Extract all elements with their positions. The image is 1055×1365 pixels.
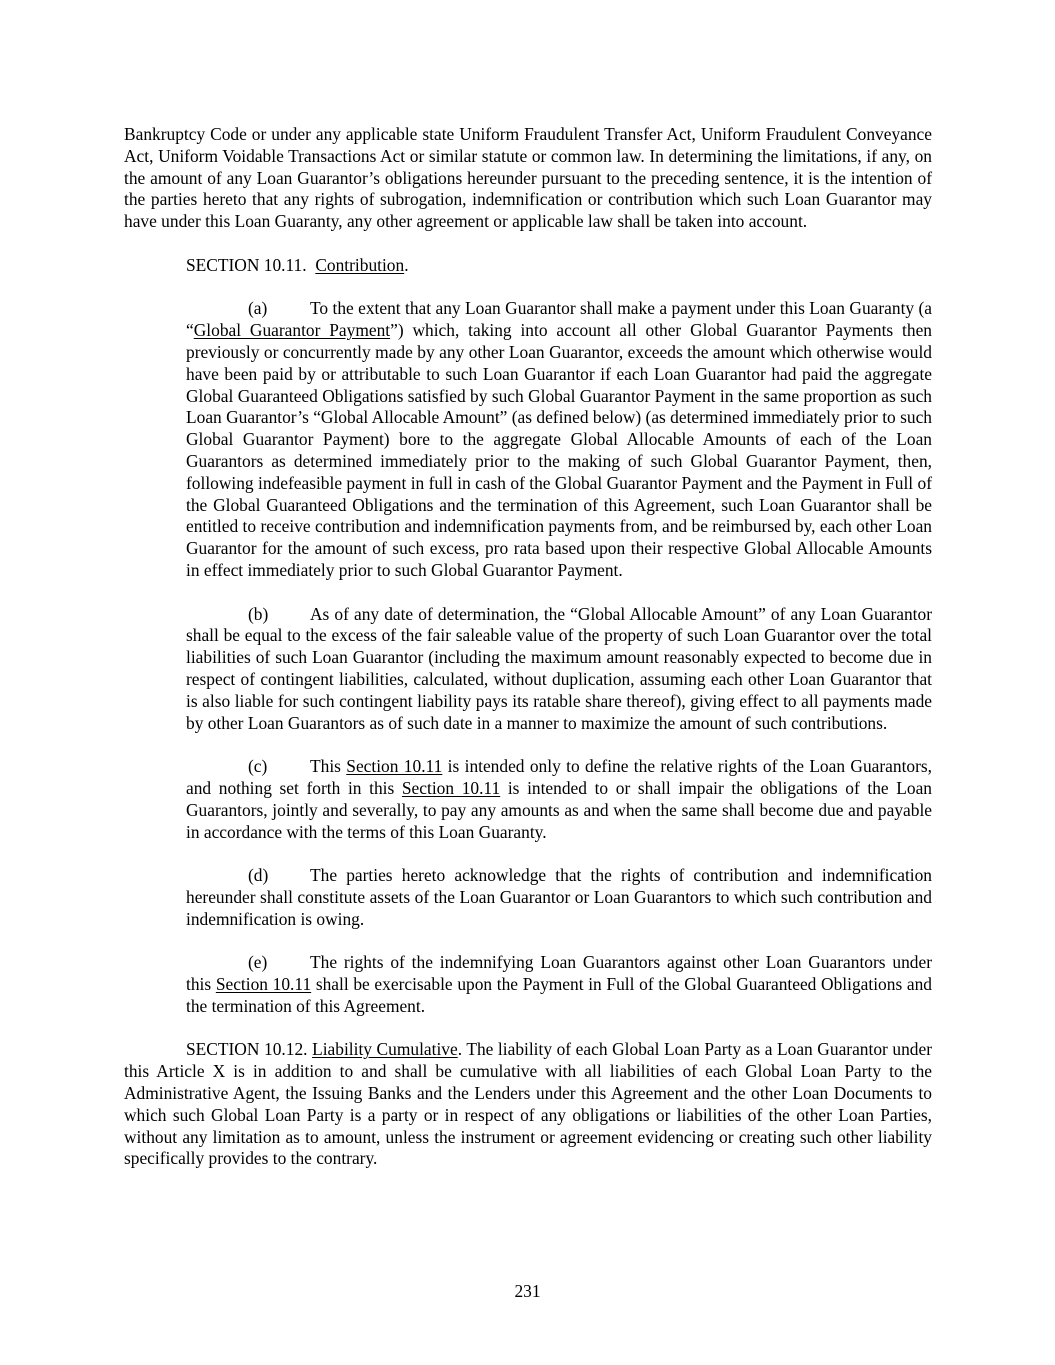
paragraph-label: (a) [248, 298, 268, 319]
paragraph-text: The rights of the indemnifying Loan Guarantors against other Loan Guarantors under this [186, 952, 932, 995]
paragraph-e [186, 952, 932, 1017]
paragraph-d [186, 865, 932, 930]
section-number: SECTION 10.12. [186, 1039, 308, 1060]
paragraph-label: (b) [248, 603, 269, 624]
section-title-suffix: . [404, 254, 409, 275]
paragraph-text: As of any date of determination, the “Global Allocable Amount” of any Loan Guarantor shall be equal to the excess of the fair saleable value of the property of such Loan Guarantor over the total liabilities of such Loan Guarantor (including the maximum amount reasonably expected to become due in respect of contingent liabilities, calculated, without duplication, assuming each other Loan Guarantor that is also liable for such contingent liability pays its ratable share thereof), giving effect to all payments made by other Loan Guarantors as of such date in a manner to maximize the amount of such contributions. [186, 603, 932, 733]
section-reference: Section 10.11 [215, 974, 312, 995]
paragraph-text: ”) which, taking into account all other Global Guarantor Payments then previously or concurrently made by any other Loan Guarantor, exceeds the amount which otherwise would have been paid by or attributable to such Loan Guarantor if each Loan Guarantor had paid the aggregate Global Guaranteed Obligations satisfied by such Global Guarantor Payment in the same proportion as such Loan Guarantor’s “Global Allocable Amount” (as defined below) (as determined immediately prior to such Global Guarantor Payment) bore to the aggregate Global Allocable Amounts of each of the Loan Guarantors as determined immediately prior to the making of such Global Guarantor Payment, then, following indefeasible payment in full in cash of the Global Guarantor Payment and the Payment in Full of the Global Guaranteed Obligations and the termination of this Agreement, such Loan Guarantor shall be entitled to receive contribution and indemnification payments from, and be reimbursed by, each other Loan Guarantor for the amount of such excess, pro rata based upon their respective Global Allocable Amounts in effect immediately prior to such Global Guarantor Payment. [186, 320, 932, 580]
paragraph-label: (e) [248, 952, 268, 973]
paragraph-text: The parties hereto acknowledge that the rights of contribution and indemnification hereunder shall constitute assets of the Loan Guarantor or Loan Guarantors to which such contribution and indemnification is owing. [186, 865, 932, 929]
section-reference: Section 10.11 [401, 777, 501, 798]
section-reference: Section 10.11 [346, 756, 443, 777]
paragraph-text: shall be exercisable upon the Payment in Full of the Global Guaranteed Obligations and the termination of this Agreement. [186, 974, 932, 1016]
top-paragraph: Bankruptcy Code or under any applicable state Uniform Fraudulent Transfer Act, Uniform Fraudulent Conveyance Act, Uniform Voidable Transactions Act or similar statute or common law. In determining the limitations, if any, on the amount of any Loan Guarantor’s obligations hereunder pursuant to the preceding sentence, it is the intention of the parties hereto that any rights of subrogation, indemnification or contribution which such Loan Guarantor may have under this Loan Guaranty, any other agreement or applicable law shall be taken into account. [124, 124, 932, 232]
section-number: SECTION 10.11. [186, 254, 307, 275]
paragraph-text: is intended to or shall impair the obligations of the Loan Guarantors, jointly and severally, to pay any amounts as and when the same shall become due and payable in accordance with the terms of this Loan Guaranty. [186, 777, 932, 842]
paragraph-c [186, 756, 932, 843]
page-number: 231 [514, 1281, 541, 1301]
paragraph-text: To the extent that any Loan Guarantor shall make a payment under this Loan Guaranty (a “ [186, 298, 932, 341]
paragraph-label: (d) [248, 865, 269, 886]
section-title: Contribution [315, 254, 405, 275]
defined-term: Global Guarantor Payment [193, 320, 391, 341]
section-text: . The liability of each Global Loan Party as a Loan Guarantor under this Article X is in addition to and shall be cumulative with all liabilities of each Global Loan Party to the Administrative Agent, the Issuing Banks and the Lenders under this Agreement and the other Loan Documents to which such Global Loan Party is a party or in respect of any obligations or liabilities of the other Loan Parties, without any limitation as to amount, unless the instrument or agreement evidencing or creating such other liability specifically provides to the contrary. [124, 1039, 932, 1169]
paragraph-b [186, 604, 932, 735]
paragraph-text: is intended only to define the relative rights of the Loan Guarantors, and nothing set forth in this [186, 756, 933, 798]
paragraph-text: This [310, 756, 347, 777]
section-10-12 [124, 1039, 932, 1170]
section-title: Liability Cumulative [312, 1039, 458, 1060]
paragraph-a [186, 298, 932, 581]
section-10-11-heading [124, 255, 932, 277]
paragraph-label: (c) [248, 756, 268, 777]
document-page [124, 124, 932, 1170]
